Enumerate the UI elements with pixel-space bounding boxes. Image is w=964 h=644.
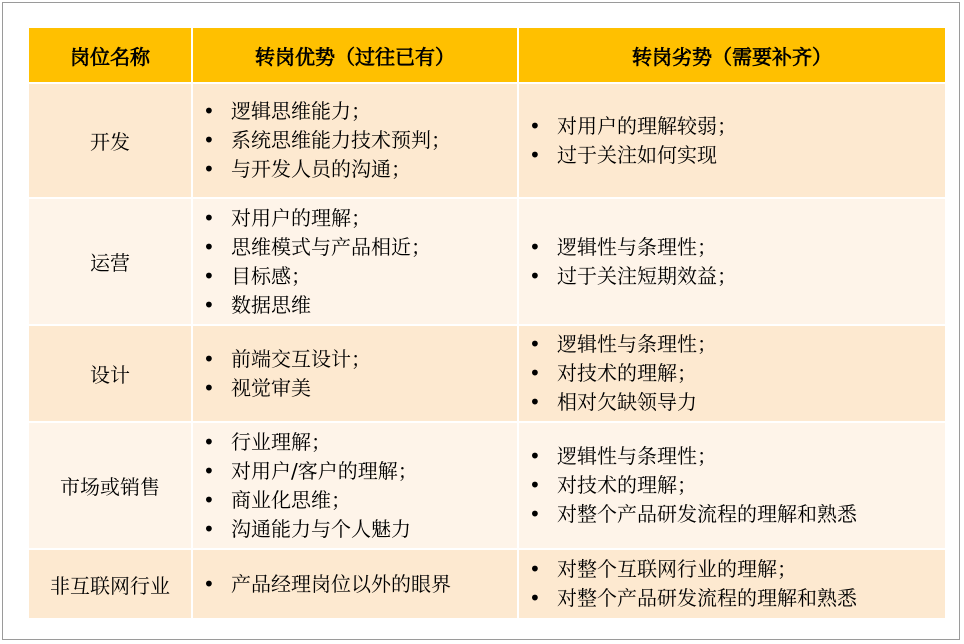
header-role: 岗位名称 xyxy=(29,28,191,82)
bullet-icon: • xyxy=(529,473,541,497)
header-advantages: 转岗优势（过往已有） xyxy=(193,28,517,82)
list-item-text: 视觉审美 xyxy=(231,375,311,400)
bullet-icon: • xyxy=(529,502,541,526)
list-item xyxy=(203,345,517,374)
table-row xyxy=(29,84,945,197)
advantages-list xyxy=(193,204,517,320)
list-item xyxy=(203,204,517,233)
bullet-icon: • xyxy=(203,458,215,483)
bullet-icon: • xyxy=(203,375,215,400)
list-item-text: 对技术的理解； xyxy=(557,473,697,497)
list-item xyxy=(529,500,945,529)
disadvantages-cell xyxy=(519,326,945,421)
bullet-icon: • xyxy=(529,444,541,468)
bullet-icon: • xyxy=(203,99,215,123)
list-item-text: 逻辑性与条理性； xyxy=(557,332,717,356)
list-item-text: 沟通能力与个人魅力 xyxy=(231,516,411,541)
list-item xyxy=(203,374,517,403)
disadvantages-list xyxy=(519,233,945,291)
list-item-text: 过于关注短期效益； xyxy=(557,263,737,288)
bullet-icon: • xyxy=(203,487,215,512)
bullet-icon: • xyxy=(529,113,541,138)
list-item xyxy=(529,584,945,613)
advantages-list xyxy=(193,570,517,599)
list-item-text: 对整个互联网行业的理解； xyxy=(557,557,797,581)
list-item xyxy=(529,112,945,141)
list-item-text: 对用户/客户的理解； xyxy=(231,458,418,483)
list-item-text: 行业理解； xyxy=(231,429,331,454)
list-item xyxy=(203,428,517,457)
list-item xyxy=(203,262,517,291)
advantages-cell xyxy=(193,84,517,197)
list-item xyxy=(529,141,945,170)
list-item-text: 逻辑思维能力； xyxy=(231,99,371,123)
list-item-text: 目标感； xyxy=(231,263,311,288)
list-item-text: 对整个产品研发流程的理解和熟悉 xyxy=(557,502,857,526)
bullet-icon: • xyxy=(203,429,215,454)
bullet-icon: • xyxy=(529,557,541,581)
bullet-icon: • xyxy=(529,234,541,259)
list-item xyxy=(203,97,517,126)
bullet-icon: • xyxy=(203,346,215,371)
advantages-cell xyxy=(193,326,517,421)
role-transfer-table xyxy=(27,26,947,620)
advantages-list xyxy=(193,97,517,184)
role-name-cell: 设计 xyxy=(29,326,191,421)
list-item-text: 思维模式与产品相近； xyxy=(231,234,431,259)
list-item xyxy=(203,570,517,599)
bullet-icon: • xyxy=(203,292,215,317)
advantages-list xyxy=(193,345,517,403)
document-frame xyxy=(2,2,960,640)
list-item-text: 过于关注如何实现 xyxy=(557,142,717,167)
list-item xyxy=(529,555,945,584)
list-item xyxy=(203,486,517,515)
bullet-icon: • xyxy=(529,142,541,167)
list-item xyxy=(529,442,945,471)
list-item-text: 对整个产品研发流程的理解和熟悉 xyxy=(557,586,857,610)
list-item xyxy=(203,126,517,155)
table-row xyxy=(29,326,945,421)
advantages-cell xyxy=(193,423,517,548)
role-name-cell: 运营 xyxy=(29,199,191,324)
list-item-text: 对用户的理解； xyxy=(231,205,371,230)
role-name-cell: 市场或销售 xyxy=(29,423,191,548)
list-item-text: 数据思维 xyxy=(231,292,311,317)
bullet-icon: • xyxy=(529,263,541,288)
disadvantages-list xyxy=(519,330,945,417)
disadvantages-list xyxy=(519,442,945,529)
role-name-cell: 开发 xyxy=(29,84,191,197)
role-name-cell: 非互联网行业 xyxy=(29,550,191,618)
bullet-icon: • xyxy=(203,205,215,230)
list-item xyxy=(203,515,517,544)
list-item-text: 产品经理岗位以外的眼界 xyxy=(231,571,451,596)
table-header-row xyxy=(29,28,945,82)
list-item-text: 对技术的理解； xyxy=(557,361,697,385)
list-item-text: 与开发人员的沟通； xyxy=(231,157,411,181)
bullet-icon: • xyxy=(203,234,215,259)
list-item-text: 逻辑性与条理性； xyxy=(557,234,717,259)
advantages-cell xyxy=(193,199,517,324)
bullet-icon: • xyxy=(529,390,541,414)
list-item xyxy=(203,291,517,320)
bullet-icon: • xyxy=(203,263,215,288)
list-item-text: 逻辑性与条理性； xyxy=(557,444,717,468)
list-item-text: 系统思维能力技术预判； xyxy=(231,128,451,152)
list-item-text: 对用户的理解较弱； xyxy=(557,113,737,138)
disadvantages-list xyxy=(519,112,945,170)
list-item xyxy=(529,262,945,291)
list-item-text: 前端交互设计； xyxy=(231,346,371,371)
table-row xyxy=(29,199,945,324)
bullet-icon: • xyxy=(203,128,215,152)
list-item xyxy=(529,330,945,359)
disadvantages-cell xyxy=(519,199,945,324)
bullet-icon: • xyxy=(203,157,215,181)
advantages-cell xyxy=(193,550,517,618)
advantages-list xyxy=(193,428,517,544)
list-item xyxy=(203,233,517,262)
list-item xyxy=(529,471,945,500)
bullet-icon: • xyxy=(529,586,541,610)
list-item-text: 商业化思维； xyxy=(231,487,351,512)
bullet-icon: • xyxy=(529,332,541,356)
disadvantages-cell xyxy=(519,550,945,618)
table-row xyxy=(29,423,945,548)
list-item xyxy=(529,388,945,417)
list-item xyxy=(203,155,517,184)
disadvantages-cell xyxy=(519,84,945,197)
header-disadvantages: 转岗劣势（需要补齐） xyxy=(519,28,945,82)
disadvantages-cell xyxy=(519,423,945,548)
list-item xyxy=(203,457,517,486)
bullet-icon: • xyxy=(203,571,215,596)
bullet-icon: • xyxy=(203,516,215,541)
table-row xyxy=(29,550,945,618)
bullet-icon: • xyxy=(529,361,541,385)
list-item-text: 相对欠缺领导力 xyxy=(557,390,697,414)
list-item xyxy=(529,359,945,388)
list-item xyxy=(529,233,945,262)
disadvantages-list xyxy=(519,555,945,613)
table-body xyxy=(29,84,945,618)
